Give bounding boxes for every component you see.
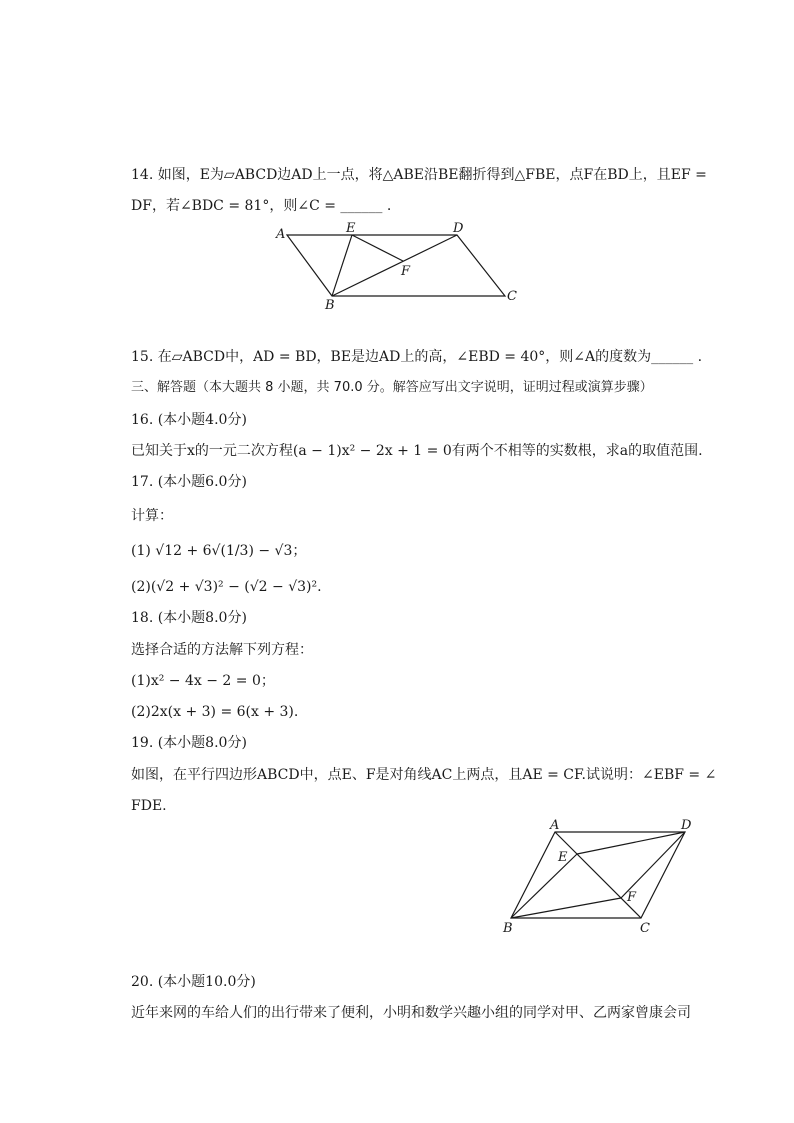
q19-segment-BF xyxy=(511,898,621,918)
q19-header: 19. (本小题8.0分) xyxy=(131,735,247,751)
q17-part2: (2)(√2 + √3)² − (√2 − √3)². xyxy=(131,579,322,595)
q14-parallelogram xyxy=(287,235,505,296)
q14-segment-BE xyxy=(332,235,352,296)
q14-label-E: E xyxy=(346,221,356,236)
q19-label-F: F xyxy=(627,890,637,905)
q14-label-F: F xyxy=(401,264,411,279)
q20-text-line1: 近年来网的车给人们的出行带来了便利，小明和数学兴趣小组的同学对甲、乙两家曾康会司 xyxy=(131,1005,691,1021)
q17-header: 17. (本小题6.0分) xyxy=(131,474,247,490)
q16-header: 16. (本小题4.0分) xyxy=(131,412,247,428)
q19-text-line1: 如图，在平行四边形ABCD中，点E、F是对角线AC上两点，且AE = CF.试说明：∠EBF = ∠ xyxy=(131,767,717,783)
q16-body: 已知关于x的一元二次方程(a − 1)x² − 2x + 1 = 0有两个不相等的实数根，求a的取值范围. xyxy=(131,443,703,459)
q19-label-D: D xyxy=(681,818,692,833)
section-heading: 三、解答题（本大题共 8 小题，共 70.0 分。解答应写出文字说明，证明过程或演算步骤） xyxy=(131,380,653,395)
q19-diagonal-AC xyxy=(555,832,641,918)
q19-parallelogram-figure xyxy=(500,816,710,936)
q19-label-B: B xyxy=(503,921,513,936)
q14-label-C: C xyxy=(507,289,517,304)
q14-segment-BD xyxy=(332,235,457,296)
q20-header: 20. (本小题10.0分) xyxy=(131,974,256,990)
q18-header: 18. (本小题8.0分) xyxy=(131,610,247,626)
q14-parallelogram-figure xyxy=(270,218,530,318)
q14-label-D: D xyxy=(453,221,464,236)
q14-label-B: B xyxy=(325,298,335,313)
q19-segment-DE xyxy=(577,832,685,854)
q19-segment-DF xyxy=(621,832,685,898)
q18-part1: (1)x² − 4x − 2 = 0； xyxy=(131,673,275,689)
q17-part1: (1) √12 + 6√(1/3) − √3； xyxy=(131,543,307,559)
q17-intro: 计算： xyxy=(131,508,173,524)
q19-label-A: A xyxy=(550,818,560,833)
q14-text-line2: DF，若∠BDC = 81°，则∠C = ______ . xyxy=(131,198,392,214)
q14-segment-EF xyxy=(352,235,403,261)
q14-label-A: A xyxy=(276,227,286,242)
q18-part2: (2)2x(x + 3) = 6(x + 3). xyxy=(131,704,299,720)
q19-label-E: E xyxy=(558,850,568,865)
q19-text-line2: FDE. xyxy=(131,798,167,814)
q18-intro: 选择合适的方法解下列方程： xyxy=(131,642,313,658)
q15-text: 15. 在▱ABCD中，AD = BD，BE是边AD上的高，∠EBD = 40°，则∠A的度数为______ . xyxy=(131,349,703,365)
q19-label-C: C xyxy=(640,921,650,936)
q14-text-line1: 14. 如图，E为▱ABCD边AD上一点，将△ABE沿BE翻折得到△FBE，点F在BD上，且EF = xyxy=(131,167,707,183)
